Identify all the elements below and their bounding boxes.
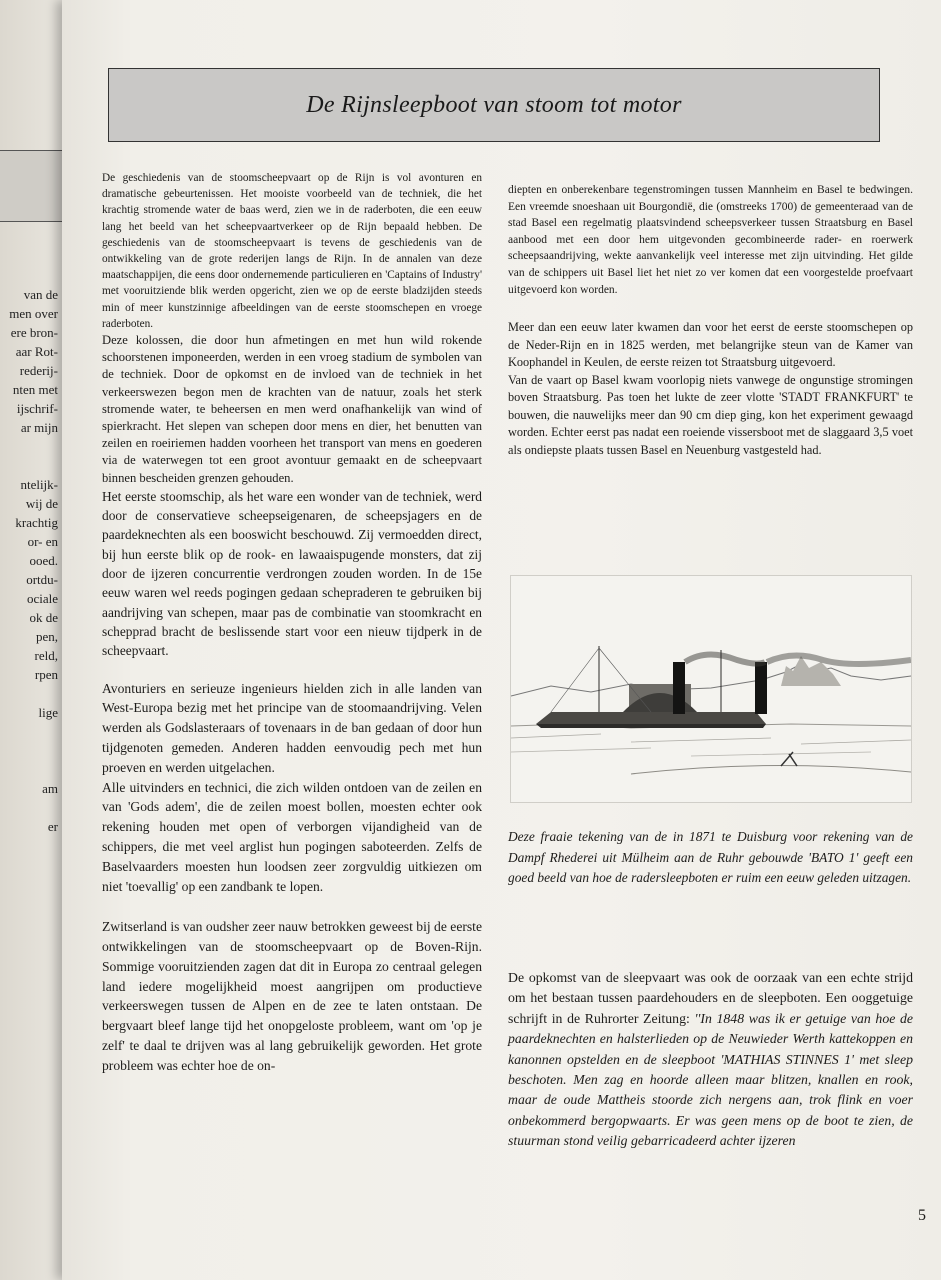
title-banner: [108, 68, 880, 142]
right-column: [508, 182, 913, 459]
facing-page-line: lige: [38, 705, 58, 720]
facing-page-line: er: [47, 819, 58, 834]
facing-page-line: krachtig: [15, 515, 58, 530]
paragraph-first-steamship: Het eerste stoomschip, als het ware een wonder van de techniek, werd door de conservatieve scheepseigenaren, de scheepsjagers en de paardeknechten als een booswicht beschouwd. Zij vermoedden direct, bij hun eerste blik op de rook- en lawaaispugende monsters, dat zij door de ijzeren concurrentie verdrongen zouden worden. In de 15e eeuw waren wel reeds pogingen gedaan schepraderen te gebruiken bij aandrijving van schepen, maar pas de combinatie van stoomkracht en schepprad bracht de beslissende start voor een nieuw tijdperk in de scheepvaart.: [102, 488, 482, 659]
facing-page-line: ortdu-: [26, 572, 58, 587]
facing-page-line: men over: [9, 306, 58, 321]
facing-page-line: rederij-: [19, 363, 58, 378]
page-number: 5: [918, 1207, 926, 1224]
paragraph-inventors: Alle uitvinders en technici, die zich wilden ontdoen van de zeilen en van 'Gods adem', die de zeilen moest bollen, moesten echter ook rekening houden met open of verborgen vijandigheid van de schippers, die met veel arglist hun pogingen saboteerden. Zelfs de Baselvaarders moesten hun loodsen zeer zorgvuldig uitkiezen om niet 'toevallig' op een zandbank te lopen.: [102, 779, 482, 894]
facing-page-line: or- en: [27, 534, 58, 549]
facing-page-line: [0, 722, 62, 741]
facing-page-line: aar Rot-: [15, 344, 58, 359]
facing-page-line: nten met: [12, 382, 58, 397]
paragraph-switzerland: Zwitserland is van oudsher zeer nauw betrokken geweest bij de eerste ontwikkelingen van de stoomscheepvaart op de Boven-Rijn. Sommige vooruitzienden zagen dat dit in Europa zo centraal gelegen land iedere mogelijkheid moest aangrijpen om productieve verkeerswegen tussen de Alpen en de zee te laten ontstaan. De bergvaart bleef lange tijd het onopgeloste probleem, want om 'op je zelf' te daal te drijven was al lang gebruikelijk geworden. Het grote probleem was echter hoe de on-: [102, 919, 482, 1073]
illustration-caption: Deze fraaie tekening van de in 1871 te Duisburg voor rekening van de Dampf Rhederei uit Mülheim aan de Ruhr gebouwde 'BATO 1' geeft een goed beeld van hoe de radersleepboten er ruim een eeuw geleden uitzagen.: [508, 829, 913, 885]
paragraph-intro: De geschiedenis van de stoomscheepvaart op de Rijn is vol avonturen en dramatische gebeurtenissen. Het mooiste voorbeeld van de techniek, die het krachtig stromende water de baas werd, zien we in de raderboten, die een eeuw lang het beeld van het scheepvaartverkeer op de Rijn bepaald hebben. De geschiedenis van de stoomscheepvaart is tevens de geschiedenis van de ontwikkeling van de grote rederijen langs de Rijn. In de annalen van deze maatschappijen, die eens door ondernemende particulieren en 'Captains of Industry' met vooruitziende blik werden opgericht, zien we op de eerste bladzijden steeds min of meer kunstzinnige afbeeldingen van de eerste stoomschepen en vroege raderboten.: [102, 172, 482, 330]
facing-page-line: [0, 456, 62, 475]
facing-page-line: am: [42, 781, 58, 796]
facing-page: [0, 0, 62, 1280]
paragraph-neder-rijn: Meer dan een eeuw later kwamen dan voor het eerst de eerste stoomschepen op de Neder-Rijn en in 1825 werden, met belangrijke steun van de Kamer van Koophandel in Keulen, de eerste reizen tot Straatsburg uitgevoerd.: [508, 320, 913, 370]
paragraph-towing-conflict-text: De opkomst van de sleepvaart was ook de oorzaak van een echte strijd om het bestaan tussen paardehouders en de sleepboten. Een ooggetuige schrijft in de Ruhrorter Zeitung:: [508, 970, 913, 1026]
facing-page-line: [0, 741, 62, 760]
facing-page-line: ere bron-: [10, 325, 58, 340]
left-column: [102, 170, 482, 1076]
facing-page-line: wij de: [25, 496, 58, 511]
facing-page-line: [0, 760, 62, 779]
facing-page-line: ok de: [29, 610, 58, 625]
paragraph-stadt-frankfurt: Van de vaart op Basel kwam voorlopig niets vanwege de ongunstige stromingen boven Straatsburg. Pas toen het lukte de zeer vlotte 'STADT FRANKFURT' te bouwen, die nauwelijks meer dan 90 cm diep ging, kon het experiment gewaagd worden. Echter eerst pas nadat een roeiende vissersboot met de slaggaard 3,5 voet als ondiepste plaats tussen Basel en Neuenburg vastgesteld had.: [508, 372, 913, 457]
facing-page-line: [0, 684, 62, 703]
eyewitness-quote: ''In 1848 was ik er getuige van hoe de paardeknechten en halsterlieden op de Neuwieder Werth kattekoppen en kanonnen opstelden en de sleepboot 'MATHIAS STINNES 1' met sleep beschoten. Men zag en hoorde alleen maar blitzen, knallen en rook, maar de oude Mattheis stoorde zich nergens aan, trok flink en voer onbekommerd bergopwaarts. Er was geen mens op de boot te zien, de stuurman stond veilig gebarricadeerd achter ijzeren: [508, 1010, 914, 1149]
facing-page-line: ijschrif-: [16, 401, 58, 416]
facing-page-line: ooed.: [29, 553, 58, 568]
facing-page-line: ntelijk-: [20, 477, 58, 492]
paragraph-adventurers: Avonturiers en serieuze ingenieurs hielden zich in alle landen van West-Europa bezig met het principe van de stoomaandrijving. Velen werden als Godslasteraars of tovenaars in de ban gedaan of door hun tijdgenoten gemeden. Anderen hadden eenvoudig pech met hun proeven en werden uitgelachen.: [102, 680, 482, 775]
facing-page-line: pen,: [35, 629, 58, 644]
facing-page-line: reld,: [34, 648, 58, 663]
facing-page-text: [0, 285, 62, 836]
facing-page-line: [0, 798, 62, 817]
facing-page-line: van de: [23, 287, 58, 302]
facing-page-line: ociale: [26, 591, 58, 606]
steamship-illustration: [510, 575, 912, 803]
paragraph-basel: diepten en onberekenbare tegenstromingen tussen Mannheim en Basel te bedwingen. Een vreemde snoeshaan uit Bourgondië, die (omstreeks 1700) de gemeenteraad van de stad Basel een regelmatig plaatsvindend scheepsverkeer tussen Straatsburg en Basel aanbood met een door hem uitgevonden gecombineerde rader- en roerwerk scheepsaandrijving, wekte aanvankelijk veel interesse met zijn uitvinding. Het gilde van de schippers uit Basel liet het niet zo ver komen dat een voorgestelde proefvaart uitgevoerd kon worden.: [508, 184, 913, 296]
paragraph-towing-conflict: [508, 968, 913, 1152]
bato-steamboat-drawing: [511, 576, 911, 802]
page-title: De Rijnsleepboot van stoom tot motor: [306, 91, 682, 118]
facing-page-banner: [0, 150, 62, 222]
right-column-lower: [508, 968, 913, 1152]
paragraph-colossi: Deze kolossen, die door hun afmetingen en met hun wild rokende schoorstenen imponeerden, werden in een vroeg stadium de symbolen van de techniek. Door de opkomst en de invloed van de techniek in het verkeerswezen begon men de krachten van de natuur, zoals het sterk stromende water, te beheersen en men werd onafhankelijk van wind of spierkracht. Het slepen van schepen door mens en dier, het benutten van zeilen en roeiriemen hadden voorheen het transport van mens en goederen via de waterwegen tot een groot avontuur gemaakt en de scheepvaart binnen bescheiden grenzen gehouden.: [102, 333, 482, 485]
facing-page-line: [0, 437, 62, 456]
facing-page-line: ar mijn: [20, 420, 58, 435]
facing-page-line: rpen: [34, 667, 58, 682]
